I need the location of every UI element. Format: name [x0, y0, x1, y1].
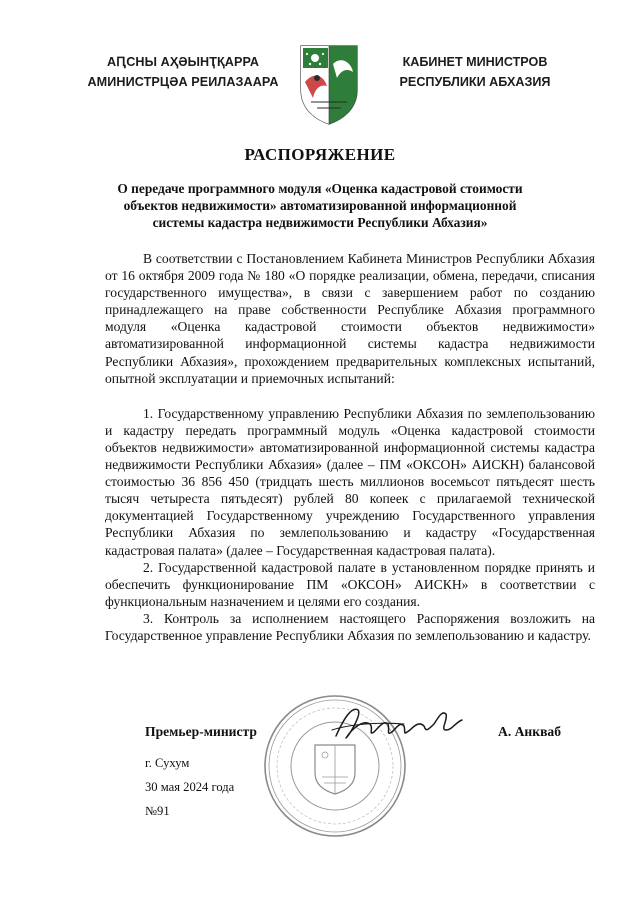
- header-right-russian: [375, 52, 575, 92]
- signatory-name: А. Анкваб: [498, 724, 562, 739]
- document-title: [110, 180, 530, 231]
- document-title-line1: О передаче программного модуля «Оценка кадастровой стоимости: [117, 181, 523, 196]
- document-number: №91: [145, 804, 170, 818]
- header-left-line1: АԤСНЫ АҲӘЫНҬҚАРРА: [106, 55, 260, 69]
- document-title-line3: системы кадастра недвижимости Республики Абхазия»: [152, 215, 488, 230]
- item-2-paragraph: 2. Государственной кадастровой палате в установленном порядке принять и обеспечить функционирование ПМ «ОКСОН» АИСКН» в соответствии с функциональным назначением и целями его создания.: [105, 559, 595, 609]
- header-left-line2: АМИНИСТРЦӘА РЕИЛАЗААРА: [87, 75, 279, 89]
- document-body: [105, 250, 595, 644]
- coat-of-arms-icon: [297, 42, 361, 126]
- header-left-abkhaz: [78, 52, 288, 92]
- header-right-line2: РЕСПУБЛИКИ АБХАЗИЯ: [399, 75, 551, 89]
- preamble-paragraph: В соответствии с Постановлением Кабинета Министров Республики Абхазия от 16 октября 2009 года № 180 «О порядке реализации, обмена, передачи, списания государственного имущества», в связи с завершением работ по созданию принадлежащего на праве собственности Республике Абхазия программного модуля «Оценка кадастровой стоимости объектов недвижимости» автоматизированной информационной системы кадастра недвижимости Республики Абхазия», прохождением предварительных комплексных испытаний, опытной эксплуатации и приемочных испытаний:: [105, 251, 595, 386]
- handwritten-signature-icon: [330, 700, 470, 746]
- signatory-position: Премьер-министр: [145, 724, 257, 739]
- issue-date: 30 мая 2024 года: [145, 780, 235, 794]
- issue-city: г. Сухум: [145, 756, 190, 770]
- document-title-line2: объектов недвижимости» автоматизированной информационной: [123, 198, 517, 213]
- header-right-line1: КАБИНЕТ МИНИСТРОВ: [402, 55, 548, 69]
- document-type: РАСПОРЯЖЕНИЕ: [244, 145, 396, 164]
- item-1-paragraph: 1. Государственному управлению Республики Абхазия по землепользованию и кадастру передать программный модуль «Оценка кадастровой стоимости объектов недвижимости» автоматизированной информационной системы кадастра недвижимости Республики Абхазия» (далее – ПМ «ОКСОН» АИСКН) балансовой стоимостью 36 856 450 (тридцать шесть миллионов восемьсот пятьдесят шесть тысяч четыреста пятьдесят) рублей 80 копеек с прилагаемой технической документацией Государственному учреждению Государственного управления Республики Абхазия по землепользованию и кадастру «Государственная кадастровая палата» (далее – Государственная кадастровая палата).: [105, 405, 595, 558]
- item-3-paragraph: 3. Контроль за исполнением настоящего Распоряжения возложить на Государственное управление Республики Абхазия по землепользованию и кадастру.: [105, 610, 595, 643]
